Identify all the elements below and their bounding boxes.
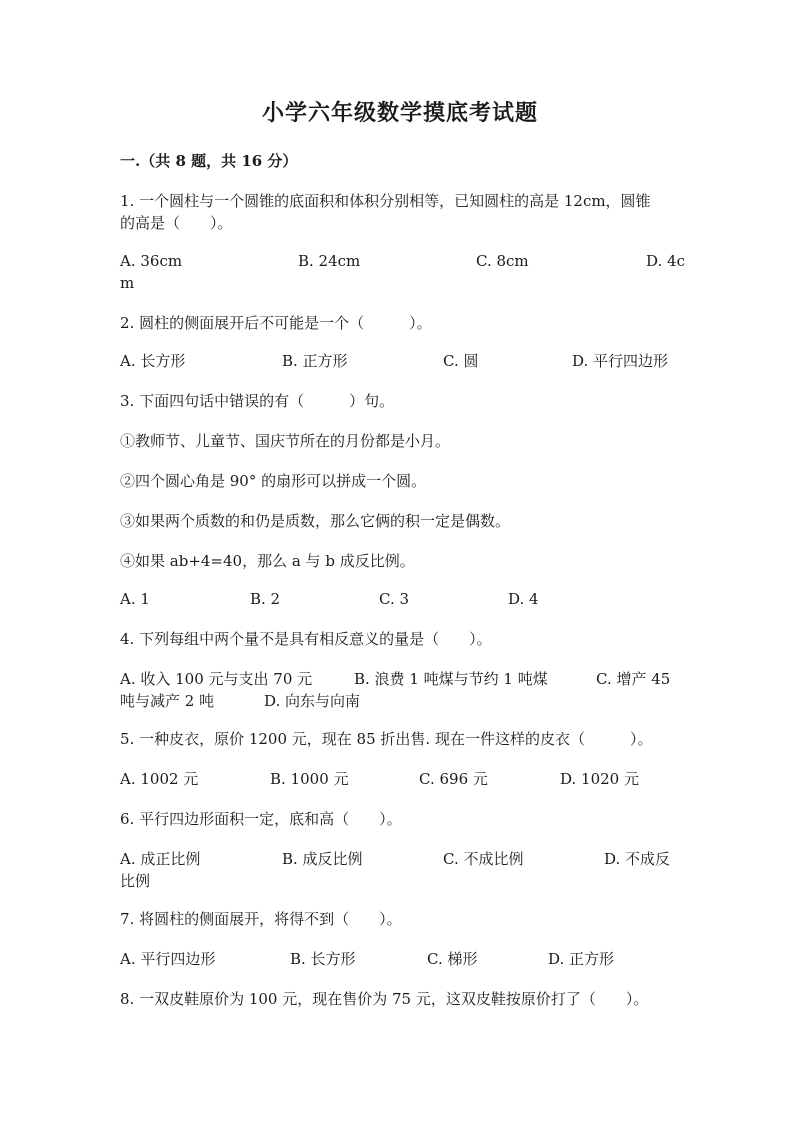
q5-option-b: B. 1000 元 — [270, 770, 349, 788]
q7-option-b: B. 长方形 — [290, 950, 356, 968]
q1-option-a: A. 36cm — [120, 252, 183, 270]
q1-option-c: C. 8cm — [476, 252, 529, 270]
q5-option-a: A. 1002 元 — [120, 770, 199, 788]
q1-option-d: D. 4c — [646, 252, 685, 270]
q5-stem: 5. 一种皮衣，原价 1200 元，现在 85 折出售. 现在一件这样的皮衣（ ）。 — [120, 730, 653, 748]
q6-option-a: A. 成正比例 — [120, 850, 201, 868]
q1-stem-line2: 的高是（ ）。 — [120, 214, 233, 232]
q7-option-a: A. 平行四边形 — [120, 950, 216, 968]
q8-stem: 8. 一双皮鞋原价为 100 元，现在售价为 75 元，这双皮鞋按原价打了（ ）。 — [120, 990, 649, 1008]
q5-option-d: D. 1020 元 — [560, 770, 639, 788]
q3-statement-1: ①教师节、儿童节、国庆节所在的月份都是小月。 — [120, 432, 451, 450]
q3-option-a: A. 1 — [120, 590, 150, 608]
q7-option-d: D. 正方形 — [548, 950, 615, 968]
q6-stem: 6. 平行四边形面积一定，底和高（ ）。 — [120, 810, 402, 828]
q1-option-b: B. 24cm — [298, 252, 361, 270]
q6-option-b: B. 成反比例 — [282, 850, 363, 868]
q7-stem: 7. 将圆柱的侧面展开，将得不到（ ）。 — [120, 910, 402, 928]
q3-statement-2: ②四个圆心角是 90° 的扇形可以拼成一个圆。 — [120, 472, 427, 490]
q1-option-d-wrap: m — [120, 274, 135, 292]
q4-option-d: D. 向东与向南 — [264, 692, 361, 710]
q1-stem-line1: 1. 一个圆柱与一个圆锥的底面积和体积分别相等，已知圆柱的高是 12cm，圆锥 — [120, 192, 651, 210]
q3-option-c: C. 3 — [379, 590, 410, 608]
q6-option-d: D. 不成反 — [604, 850, 671, 868]
q4-option-b: B. 浪费 1 吨煤与节约 1 吨煤 — [354, 670, 548, 688]
q3-option-b: B. 2 — [250, 590, 281, 608]
q4-option-c-wrap: 吨与减产 2 吨 — [120, 692, 215, 710]
q4-stem: 4. 下列每组中两个量不是具有相反意义的量是（ ）。 — [120, 630, 492, 648]
q2-stem: 2. 圆柱的侧面展开后不可能是一个（ ）。 — [120, 314, 432, 332]
q3-statement-4: ④如果 ab+4=40，那么 a 与 b 成反比例。 — [120, 552, 415, 570]
q6-option-c: C. 不成比例 — [443, 850, 524, 868]
q2-option-b: B. 正方形 — [282, 352, 348, 370]
q4-option-c: C. 增产 45 — [596, 670, 671, 688]
q7-option-c: C. 梯形 — [427, 950, 478, 968]
q4-option-a: A. 收入 100 元与支出 70 元 — [120, 670, 313, 688]
q3-option-d: D. 4 — [508, 590, 539, 608]
q3-statement-3: ③如果两个质数的和仍是质数，那么它俩的积一定是偶数。 — [120, 512, 511, 530]
q2-option-d: D. 平行四边形 — [572, 352, 669, 370]
q6-option-d-wrap: 比例 — [120, 872, 151, 890]
q5-option-c: C. 696 元 — [419, 770, 488, 788]
q3-stem: 3. 下面四句话中错误的有（ ）句。 — [120, 392, 395, 410]
q2-option-c: C. 圆 — [443, 352, 479, 370]
q2-option-a: A. 长方形 — [120, 352, 186, 370]
section-header: 一.（共 8 题，共 16 分） — [120, 152, 298, 170]
exam-title: 小学六年级数学摸底考试题 — [261, 100, 538, 126]
